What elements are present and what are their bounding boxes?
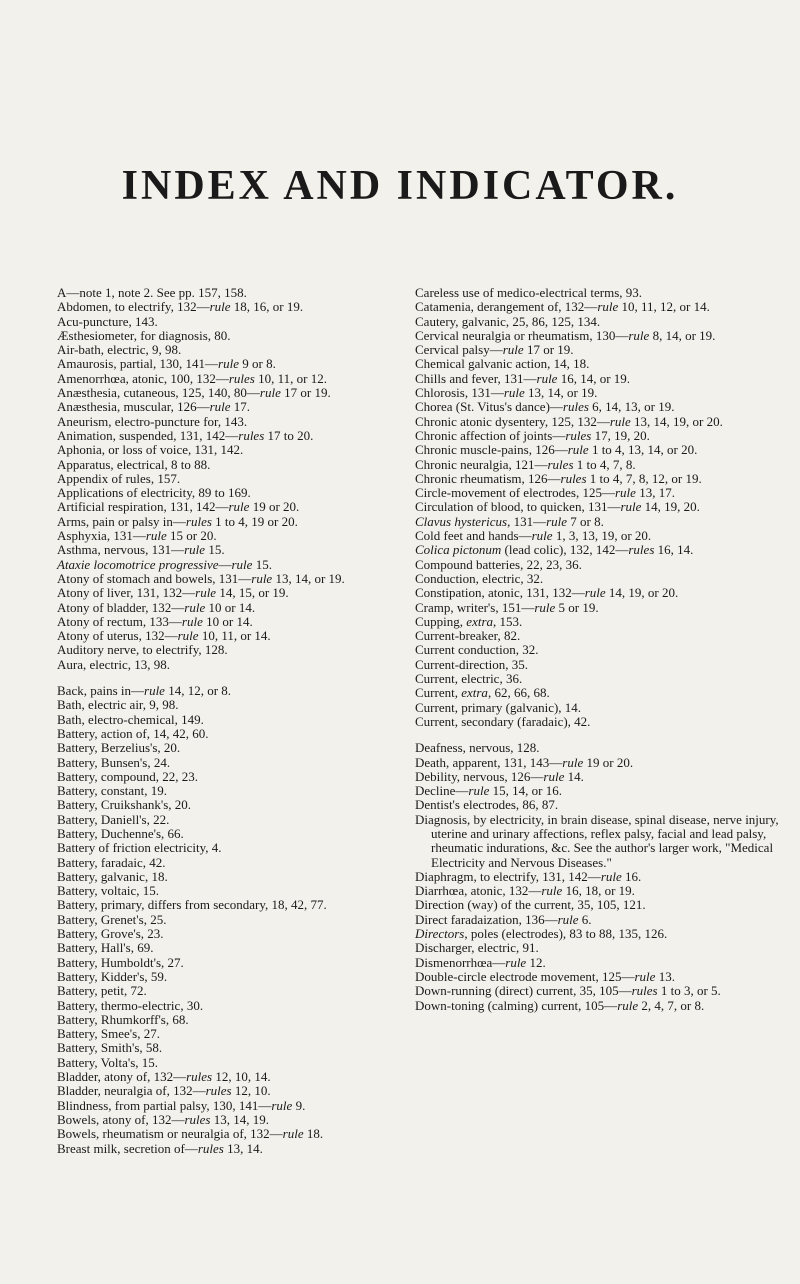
index-entry: Down-toning (calming) current, 105—rule 2, 4, 7, or 8. (415, 997, 705, 1013)
index-entry: Battery, Cruikshank's, 20. (57, 797, 192, 813)
index-entry: Battery, compound, 22, 23. (57, 768, 199, 784)
index-entry: Atony of liver, 131, 132—rule 14, 15, or 19. (57, 585, 289, 601)
index-entry: Anæsthesia, muscular, 126—rule 17. (57, 399, 251, 415)
index-entry: Battery, Bunsen's, 24. (57, 754, 171, 770)
index-entry: Conduction, electric, 32. (415, 570, 544, 586)
index-entry: Amenorrhœa, atonic, 100, 132—rules 10, 11, or 12. (57, 370, 327, 386)
index-entry: Debility, nervous, 126—rule 14. (415, 768, 584, 784)
index-entry: Catamenia, derangement of, 132—rule 10, 11, 12, or 14. (415, 299, 710, 315)
index-entry: Current, secondary (faradaic), 42. (415, 713, 591, 729)
index-entry: Blindness, from partial palsy, 130, 141—rule 9. (57, 1097, 306, 1113)
index-entry: Back, pains in—rule 14, 12, or 8. (57, 683, 232, 699)
index-entry: Cramp, writer's, 151—rule 5 or 19. (415, 599, 599, 615)
index-entry: Battery, Duchenne's, 66. (57, 825, 184, 841)
index-entry: Chronic muscle-pains, 126—rule 1 to 4, 13, 14, or 20. (415, 442, 698, 458)
index-entry: Asthma, nervous, 131—rule 15. (57, 542, 225, 558)
index-entry: Bowels, atony of, 132—rules 13, 14, 19. (57, 1111, 269, 1127)
index-entry: Directors, poles (electrodes), 83 to 88, 135, 126. (415, 926, 668, 942)
index-column-right (415, 286, 787, 1013)
index-entry: Cupping, extra, 153. (415, 613, 523, 629)
index-column-left (57, 286, 417, 1156)
index-entry: Cervical palsy—rule 17 or 19. (415, 342, 574, 358)
index-entry: Cold feet and hands—rule 1, 3, 13, 19, or 20. (415, 528, 652, 544)
index-entry: Bladder, atony of, 132—rules 12, 10, 14. (57, 1069, 271, 1085)
index-entry: Battery, Hall's, 69. (57, 940, 154, 956)
index-entry: A—note 1, note 2. See pp. 157, 158. (57, 285, 247, 300)
index-entry: Anæsthesia, cutaneous, 125, 140, 80—rule 17 or 19. (57, 385, 331, 401)
index-entry: Down-running (direct) current, 35, 105—rules 1 to 3, or 5. (415, 983, 721, 999)
index-entry: Atony of stomach and bowels, 131—rule 13, 14, or 19. (57, 570, 345, 586)
index-entry: Battery, primary, differs from secondary, 18, 42, 77. (57, 897, 327, 913)
index-entry: Aura, electric, 13, 98. (57, 656, 170, 672)
index-entry: Appendix of rules, 157. (57, 470, 181, 486)
index-entry: Discharger, electric, 91. (415, 940, 539, 956)
index-entry: Current, primary (galvanic), 14. (415, 699, 582, 715)
index-entry: Circulation of blood, to quicken, 131—rule 14, 19, 20. (415, 499, 700, 515)
index-entry: Deafness, nervous, 128. (415, 740, 540, 756)
index-entry: Current, electric, 36. (415, 671, 523, 687)
index-entry: Current, extra, 62, 66, 68. (415, 685, 550, 701)
index-entry: Battery, Kidder's, 59. (57, 968, 168, 984)
index-entry: Bladder, neuralgia of, 132—rules 12, 10. (57, 1083, 271, 1099)
index-entry: Battery, Smee's, 27. (57, 1026, 160, 1042)
index-entry: Direct faradaization, 136—rule 6. (415, 911, 592, 927)
index-entry: Breast milk, secretion of—rules 13, 14. (57, 1140, 263, 1156)
index-entry: Chronic affection of joints—rules 17, 19, 20. (415, 427, 650, 443)
index-entry: Atony of uterus, 132—rule 10, 11, or 14. (57, 628, 271, 644)
index-entry: Battery, Smith's, 58. (57, 1040, 163, 1056)
index-entry: Double-circle electrode movement, 125—rule 13. (415, 968, 675, 984)
index-entry: Battery, Grove's, 23. (57, 926, 164, 942)
index-entry: Applications of electricity, 89 to 169. (57, 485, 251, 501)
index-entry: Battery, Humboldt's, 27. (57, 954, 184, 970)
index-entry: Battery, Berzelius's, 20. (57, 740, 181, 756)
index-entry: Æsthesiometer, for diagnosis, 80. (57, 327, 231, 343)
index-entry: Death, apparent, 131, 143—rule 19 or 20. (415, 754, 634, 770)
index-entry: Careless use of medico-electrical terms, 93. (415, 285, 643, 300)
index-entry: Acu-puncture, 143. (57, 313, 158, 329)
index-entry: Chronic neuralgia, 121—rules 1 to 4, 7, 8. (415, 456, 636, 472)
index-entry: Abdomen, to electrify, 132—rule 18, 16, or 19. (57, 299, 304, 315)
index-entry: Aphonia, or loss of voice, 131, 142. (57, 442, 244, 458)
index-entry: Diarrhœa, atonic, 132—rule 16, 18, or 19. (415, 883, 635, 899)
index-entry: Atony of rectum, 133—rule 10 or 14. (57, 613, 253, 629)
index-entry: Ataxie locomotrice progressive—rule 15. (57, 556, 272, 572)
index-entry: Animation, suspended, 131, 142—rules 17 to 20. (57, 427, 314, 443)
index-entry: Clavus hystericus, 131—rule 7 or 8. (415, 513, 604, 529)
index-entry: Diaphragm, to electrify, 131, 142—rule 16. (415, 868, 642, 884)
index-entry: Auditory nerve, to electrify, 128. (57, 642, 228, 658)
index-entry: Battery, thermo-electric, 30. (57, 997, 204, 1013)
index-entry: Battery, constant, 19. (57, 783, 167, 799)
index-entry: Dismenorrhœa—rule 12. (415, 954, 546, 970)
index-entry: Circle-movement of electrodes, 125—rule 13, 17. (415, 485, 675, 501)
index-entry: Bowels, rheumatism or neuralgia of, 132—rule 18. (57, 1126, 324, 1142)
index-entry: Chlorosis, 131—rule 13, 14, or 19. (415, 385, 598, 401)
index-entry: Amaurosis, partial, 130, 141—rule 9 or 8. (57, 356, 276, 372)
index-entry: Battery, Rhumkorff's, 68. (57, 1011, 189, 1027)
index-entry: Cervical neuralgia or rheumatism, 130—rule 8, 14, or 19. (415, 327, 716, 343)
index-entry: Current-direction, 35. (415, 656, 528, 672)
index-entry: Chorea (St. Vitus's dance)—rules 6, 14, 13, or 19. (415, 399, 675, 415)
index-entry: Asphyxia, 131—rule 15 or 20. (57, 528, 217, 544)
index-entry: Battery, faradaic, 42. (57, 854, 166, 870)
index-entry: Battery, Daniell's, 22. (57, 811, 170, 827)
index-entry: Current-breaker, 82. (415, 628, 521, 644)
index-entry: Decline—rule 15, 14, or 16. (415, 783, 562, 799)
index-entry: Chronic rheumatism, 126—rules 1 to 4, 7, 8, 12, or 19. (415, 470, 702, 486)
index-entry: Battery, Volta's, 15. (57, 1054, 159, 1070)
index-entry: Battery, Grenet's, 25. (57, 911, 167, 927)
index-entry: Cautery, galvanic, 25, 86, 125, 134. (415, 313, 601, 329)
index-entry: Aneurism, electro-puncture for, 143. (57, 413, 248, 429)
index-entry: Air-bath, electric, 9, 98. (57, 342, 182, 358)
index-entry: Battery of friction electricity, 4. (57, 840, 222, 856)
index-entry: Artificial respiration, 131, 142—rule 19 or 20. (57, 499, 300, 515)
index-entry: Direction (way) of the current, 35, 105, 121. (415, 897, 646, 913)
index-entry: Diagnosis, by electricity, in brain disease, spinal disease, nerve injury, uterine and urinary affections, reflex palsy, facial and lead palsy, rheumatic indurations, &c. See the author's larger work, "Medical Electricity and Nervous Diseases." (415, 811, 779, 870)
index-entry: Battery, action of, 14, 42, 60. (57, 725, 209, 741)
index-entry: Chronic atonic dysentery, 125, 132—rule 13, 14, 19, or 20. (415, 413, 723, 429)
index-entry: Atony of bladder, 132—rule 10 or 14. (57, 599, 256, 615)
index-entry: Bath, electro-chemical, 149. (57, 711, 204, 727)
index-entry: Battery, petit, 72. (57, 983, 147, 999)
index-entry: Chills and fever, 131—rule 16, 14, or 19. (415, 370, 631, 386)
index-entry: Chemical galvanic action, 14, 18. (415, 356, 590, 372)
index-entry: Current conduction, 32. (415, 642, 539, 658)
index-entry: Battery, galvanic, 18. (57, 868, 168, 884)
index-entry: Arms, pain or palsy in—rules 1 to 4, 19 or 20. (57, 513, 298, 529)
page-title: INDEX AND INDICATOR. (121, 163, 679, 209)
index-entry: Apparatus, electrical, 8 to 88. (57, 456, 211, 472)
index-entry: Bath, electric air, 9, 98. (57, 697, 179, 713)
index-entry: Constipation, atonic, 131, 132—rule 14, 19, or 20. (415, 585, 679, 601)
index-entry: Compound batteries, 22, 23, 36. (415, 556, 582, 572)
index-entry: Battery, voltaic, 15. (57, 883, 160, 899)
index-entry: Dentist's electrodes, 86, 87. (415, 797, 559, 813)
index-entry: Colica pictonum (lead colic), 132, 142—rules 16, 14. (415, 542, 694, 558)
